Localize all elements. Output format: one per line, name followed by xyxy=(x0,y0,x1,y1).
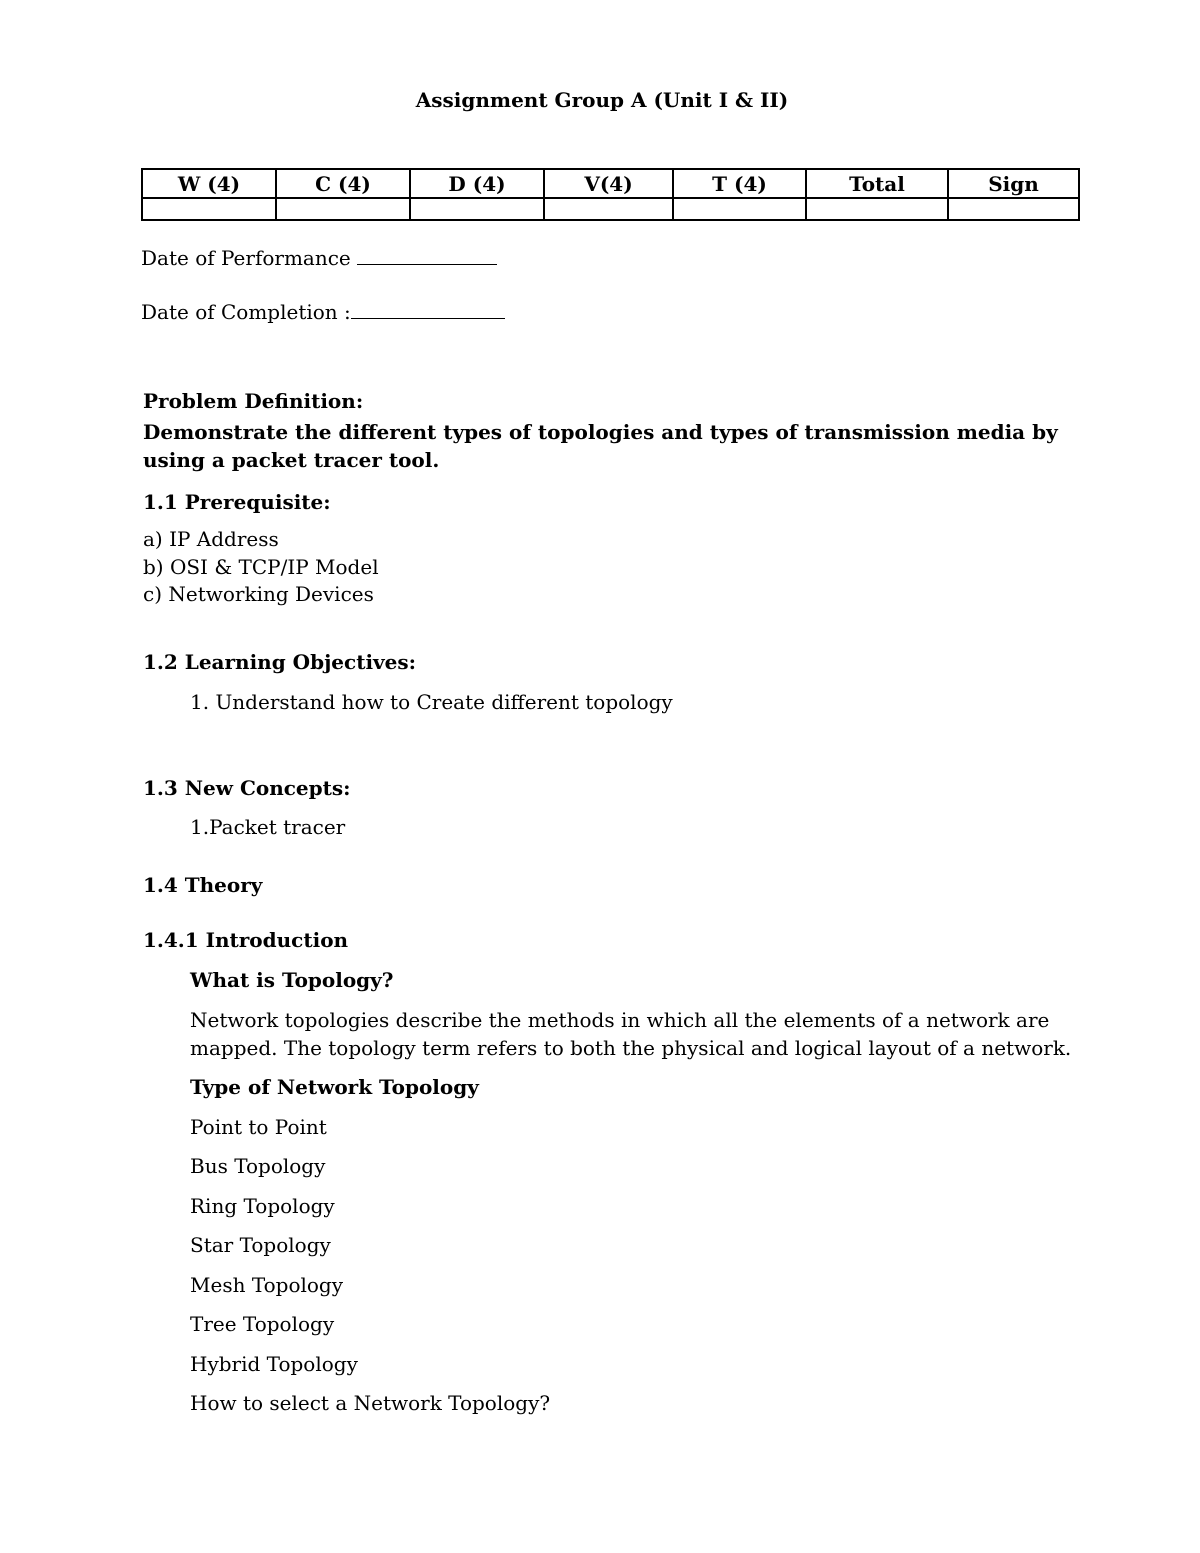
marks-cell-total[interactable] xyxy=(806,198,948,220)
topology-type-item: Mesh Topology xyxy=(190,1273,344,1297)
prerequisite-item: a) IP Address xyxy=(143,527,279,551)
problem-definition-line-1: Demonstrate the different types of topologies and types of transmission media by xyxy=(143,420,1058,444)
topology-paragraph-line-1: Network topologies describe the methods in which all the elements of a network are xyxy=(190,1008,1050,1032)
marks-table xyxy=(141,168,1080,221)
marks-header-d: D (4) xyxy=(410,169,544,198)
what-is-topology-heading: What is Topology? xyxy=(190,968,394,992)
prerequisite-heading: 1.1 Prerequisite: xyxy=(143,490,331,514)
marks-header-t: T (4) xyxy=(673,169,806,198)
marks-header-sign: Sign xyxy=(948,169,1079,198)
new-concepts-heading: 1.3 New Concepts: xyxy=(143,776,351,800)
learning-objective-item: 1. Understand how to Create different topology xyxy=(190,690,673,714)
problem-definition-line-2: using a packet tracer tool. xyxy=(143,448,440,472)
date-of-performance-blank[interactable] xyxy=(357,246,497,265)
new-concept-item: 1.Packet tracer xyxy=(190,815,346,839)
marks-cell-w[interactable] xyxy=(142,198,276,220)
marks-table-header-row xyxy=(142,169,1079,198)
topology-type-item: Hybrid Topology xyxy=(190,1352,358,1376)
problem-definition-heading: Problem Definition: xyxy=(143,389,364,413)
introduction-heading: 1.4.1 Introduction xyxy=(143,928,349,952)
marks-cell-d[interactable] xyxy=(410,198,544,220)
document-title: Assignment Group A (Unit I & II) xyxy=(415,88,789,112)
topology-type-item: Ring Topology xyxy=(190,1194,335,1218)
marks-header-v: V(4) xyxy=(544,169,673,198)
date-of-performance-label: Date of Performance xyxy=(141,246,351,270)
marks-header-w: W (4) xyxy=(142,169,276,198)
date-of-performance-row xyxy=(141,246,497,270)
learning-objectives-heading: 1.2 Learning Objectives: xyxy=(143,650,417,674)
date-of-completion-row xyxy=(141,300,505,324)
topology-paragraph-line-2: mapped. The topology term refers to both the physical and logical layout of a network. xyxy=(190,1036,1072,1060)
topology-type-item: Point to Point xyxy=(190,1115,327,1139)
date-of-completion-blank[interactable] xyxy=(351,300,505,319)
marks-header-c: C (4) xyxy=(276,169,410,198)
prerequisite-item: b) OSI & TCP/IP Model xyxy=(143,555,379,579)
marks-cell-v[interactable] xyxy=(544,198,673,220)
topology-type-item: Tree Topology xyxy=(190,1312,335,1336)
marks-cell-c[interactable] xyxy=(276,198,410,220)
marks-cell-t[interactable] xyxy=(673,198,806,220)
prerequisite-item: c) Networking Devices xyxy=(143,582,374,606)
marks-table-entry-row xyxy=(142,198,1079,220)
topology-type-item: Star Topology xyxy=(190,1233,331,1257)
topology-type-item: Bus Topology xyxy=(190,1154,326,1178)
marks-header-total: Total xyxy=(806,169,948,198)
topology-types-heading: Type of Network Topology xyxy=(190,1075,479,1099)
marks-cell-sign[interactable] xyxy=(948,198,1079,220)
select-topology-question: How to select a Network Topology? xyxy=(190,1391,551,1415)
date-of-completion-label: Date of Completion : xyxy=(141,300,351,324)
theory-heading: 1.4 Theory xyxy=(143,873,263,897)
